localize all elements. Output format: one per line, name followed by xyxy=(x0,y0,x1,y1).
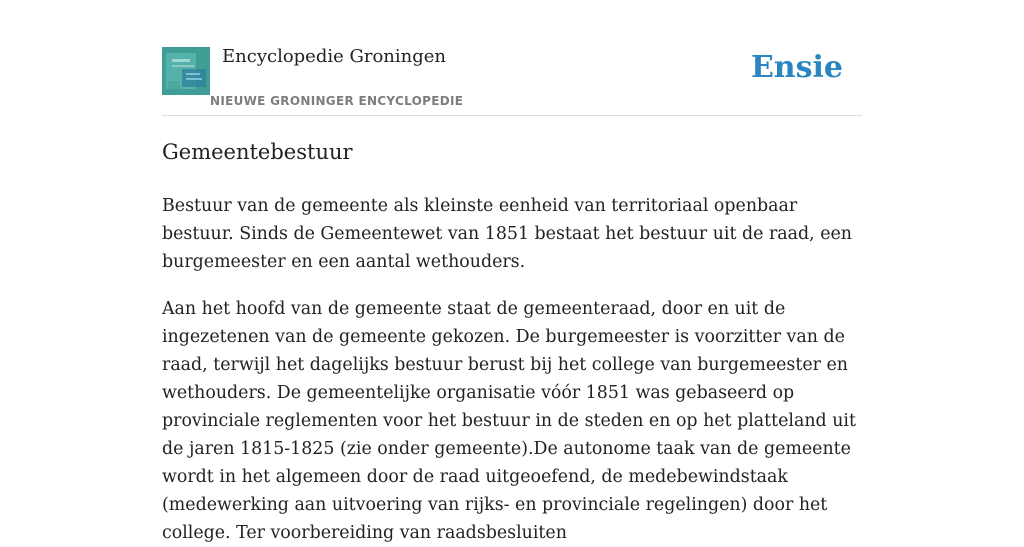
book-cover-icon xyxy=(162,47,210,95)
ensie-logo[interactable]: Ensie xyxy=(750,50,843,85)
page-container xyxy=(162,0,862,543)
article-paragraph: Bestuur van de gemeente als kleinste eenheid van territoriaal openbaar bestuur. Sinds de Gemeentewet van 1851 bestaat het bestuur uit de raad, een burgemeester en een aantal wethouders. xyxy=(162,196,852,272)
article-paragraph: Aan het hoofd van de gemeente staat de gemeenteraad, door en uit de ingezetenen van de gemeente gekozen. De burgemeester is voorzitter van de raad, terwijl het dagelijks bestuur berust bij het college van burgemeester en wethouders. De gemeentelijke organisatie vóór 1851 was gebaseerd op provinciale reglementen voor het bestuur in de steden en op het platteland uit de jaren 1815-1825 (zie onder gemeente).De autonome taak van de gemeente wordt in het algemeen door de raad uitgeoefend, de medebewindstaak (medewerking aan uitvoering van rijks- en provinciale regelingen) door het college. Ter voorbereiding van raadsbesluiten xyxy=(162,299,856,543)
site-header xyxy=(162,0,862,116)
article-title: Gemeentebestuur xyxy=(162,140,353,164)
source-subtitle: NIEUWE GRONINGER ENCYCLOPEDIE xyxy=(210,94,464,108)
source-title[interactable]: Encyclopedie Groningen xyxy=(222,46,447,67)
source-avatar[interactable] xyxy=(162,47,210,95)
